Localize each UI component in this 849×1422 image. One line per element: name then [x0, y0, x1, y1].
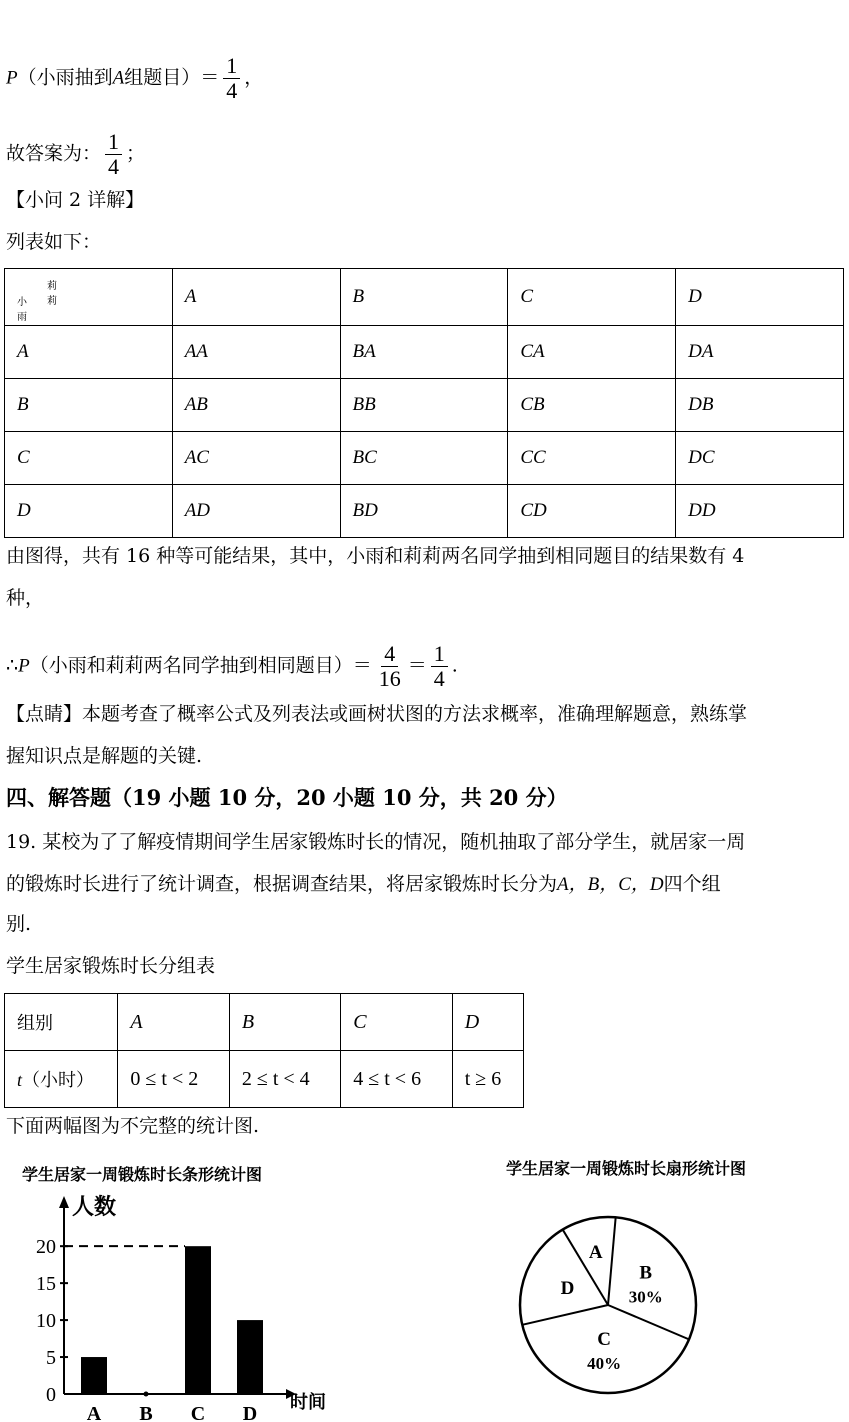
y-tick-label: 0 — [46, 1384, 56, 1406]
denominator: 4 — [108, 154, 120, 179]
y-axis-arrow — [59, 1196, 69, 1208]
slice-percent: 40% — [587, 1353, 622, 1373]
comment-line-2: 握知识点是解题的关键. — [6, 745, 203, 767]
bar-zero-point — [144, 1392, 149, 1397]
table-cell: B — [229, 994, 340, 1051]
table-cell: DD — [676, 485, 844, 538]
table-cell: C — [341, 994, 452, 1051]
pie-chart — [508, 1205, 708, 1405]
text: 故答案为： — [6, 142, 102, 165]
y-tick-label: 20 — [36, 1236, 56, 1259]
table-cell: BD — [340, 485, 508, 538]
table-cell: A — [5, 326, 173, 379]
table-cell — [5, 1051, 118, 1108]
table-cell: 4 ≤ t < 6 — [341, 1051, 452, 1108]
table-row — [5, 269, 844, 326]
line-probability-a — [6, 54, 263, 103]
bar-chart-title: 学生居家一周锻炼时长条形统计图 — [22, 1165, 263, 1184]
x-tick-label: B — [139, 1403, 153, 1422]
text: （小时） — [22, 1070, 95, 1091]
slice-label: B — [639, 1262, 653, 1284]
table-cell: AB — [172, 379, 340, 432]
slice-label: C — [597, 1328, 612, 1350]
numerator: 4 — [381, 642, 398, 667]
x-tick-label: C — [190, 1403, 206, 1422]
fraction — [431, 642, 448, 691]
y-tick-label: 10 — [36, 1310, 56, 1333]
table-cell: 0 ≤ t < 2 — [118, 1051, 229, 1108]
table-row — [5, 432, 844, 485]
fraction — [223, 54, 240, 103]
x-tick-label: D — [242, 1403, 258, 1422]
var: t — [17, 1070, 23, 1090]
table-cell: BA — [340, 326, 508, 379]
text: 组题目）＝ — [124, 66, 220, 89]
bar-chart — [0, 1182, 360, 1422]
table-cell: 组别 — [5, 994, 118, 1051]
table2-title: 学生居家锻炼时长分组表 — [6, 955, 216, 977]
list-intro: 列表如下： — [6, 231, 102, 253]
q2-heading: 【小问 2 详解】 — [6, 189, 145, 211]
table-cell: AA — [172, 326, 340, 379]
section-heading: 四、解答题（19 小题 10 分，20 小题 10 分，共 20 分） — [6, 785, 568, 810]
question-19-line-2 — [6, 870, 721, 899]
table-cell: CC — [508, 432, 676, 485]
header-cell: C — [508, 269, 676, 326]
bar — [237, 1320, 263, 1394]
question-19-line-3: 别. — [6, 913, 32, 935]
table-cell: A — [118, 994, 229, 1051]
slice-label: D — [560, 1277, 575, 1299]
slice-boundary — [608, 1217, 616, 1305]
y-tick-label: 5 — [46, 1347, 56, 1370]
table-cell: CA — [508, 326, 676, 379]
table-row — [5, 1051, 524, 1108]
header-cell: A — [172, 269, 340, 326]
x-tick-label: A — [86, 1403, 102, 1422]
answer-line — [6, 130, 145, 179]
corner-cell — [5, 269, 173, 326]
denominator: 4 — [433, 666, 445, 691]
text: ， — [244, 66, 264, 89]
var: A，B，C，D — [557, 874, 664, 895]
table-cell: C — [5, 432, 173, 485]
table-cell: 2 ≤ t < 4 — [229, 1051, 340, 1108]
bar — [81, 1357, 107, 1394]
slice-boundary — [522, 1305, 608, 1325]
y-axis-label: 人数 — [72, 1194, 117, 1219]
var: A — [112, 67, 125, 89]
denominator: 16 — [378, 666, 401, 691]
table-cell: CD — [508, 485, 676, 538]
question-19-line-1: 19. 某校为了了解疫情期间学生居家锻炼时长的情况，随机抽取了部分学生，就居家一周 — [6, 831, 746, 853]
text: 四个组 — [663, 873, 721, 895]
p-symbol: P — [6, 67, 18, 89]
text: ； — [126, 142, 146, 165]
therefore-symbol: ∴ — [6, 654, 19, 677]
table-cell: DA — [676, 326, 844, 379]
table-cell: BB — [340, 379, 508, 432]
table-cell: AC — [172, 432, 340, 485]
table-cell: CB — [508, 379, 676, 432]
header-cell: D — [676, 269, 844, 326]
fraction — [105, 130, 122, 179]
denominator: 4 — [226, 78, 238, 103]
charts-intro: 下面两幅图为不完整的统计图. — [6, 1115, 260, 1137]
corner-top: 莉莉 — [47, 281, 57, 307]
grouping-table — [4, 993, 524, 1108]
p-symbol: P — [18, 655, 30, 677]
y-tick-label: 15 — [36, 1273, 56, 1296]
slice-boundary — [608, 1305, 689, 1339]
text: . — [451, 654, 458, 677]
outcome-table — [4, 268, 844, 538]
comment-line-1: 【点睛】本题考查了概率公式及列表法或画树状图的方法求概率，准确理解题意，熟练掌 — [6, 703, 748, 725]
table-cell: DC — [676, 432, 844, 485]
table-cell: t ≥ 6 — [452, 1051, 523, 1108]
probability-line — [6, 642, 458, 691]
text: ＝ — [407, 654, 427, 677]
table-cell: B — [5, 379, 173, 432]
table-cell: D — [452, 994, 523, 1051]
text: 的锻炼时长进行了统计调查，根据调查结果，将居家锻炼时长分为 — [6, 873, 558, 895]
numerator: 1 — [223, 54, 240, 79]
table-cell: DB — [676, 379, 844, 432]
numerator: 1 — [105, 130, 122, 155]
table-cell: AD — [172, 485, 340, 538]
table-row — [5, 485, 844, 538]
x-axis-label: 时间 — [290, 1392, 326, 1412]
text: （小雨和莉莉两名同学抽到相同题目）＝ — [29, 654, 372, 677]
fraction — [376, 642, 404, 691]
bar — [185, 1246, 211, 1394]
header-cell: B — [340, 269, 508, 326]
pie-chart-title: 学生居家一周锻炼时长扇形统计图 — [506, 1159, 747, 1178]
slice-label: A — [588, 1241, 603, 1263]
corner-bottom: 小雨 — [17, 297, 27, 323]
table-cell: D — [5, 485, 173, 538]
slice-percent: 30% — [628, 1287, 663, 1307]
table-row — [5, 326, 844, 379]
table-row — [5, 379, 844, 432]
result-line-2: 种， — [6, 587, 45, 609]
table-cell: BC — [340, 432, 508, 485]
text: （小雨抽到 — [17, 66, 113, 89]
table-row — [5, 994, 524, 1051]
result-line-1: 由图得，共有 16 种等可能结果，其中，小雨和莉莉两名同学抽到相同题目的结果数有 4 — [6, 545, 745, 567]
numerator: 1 — [431, 642, 448, 667]
